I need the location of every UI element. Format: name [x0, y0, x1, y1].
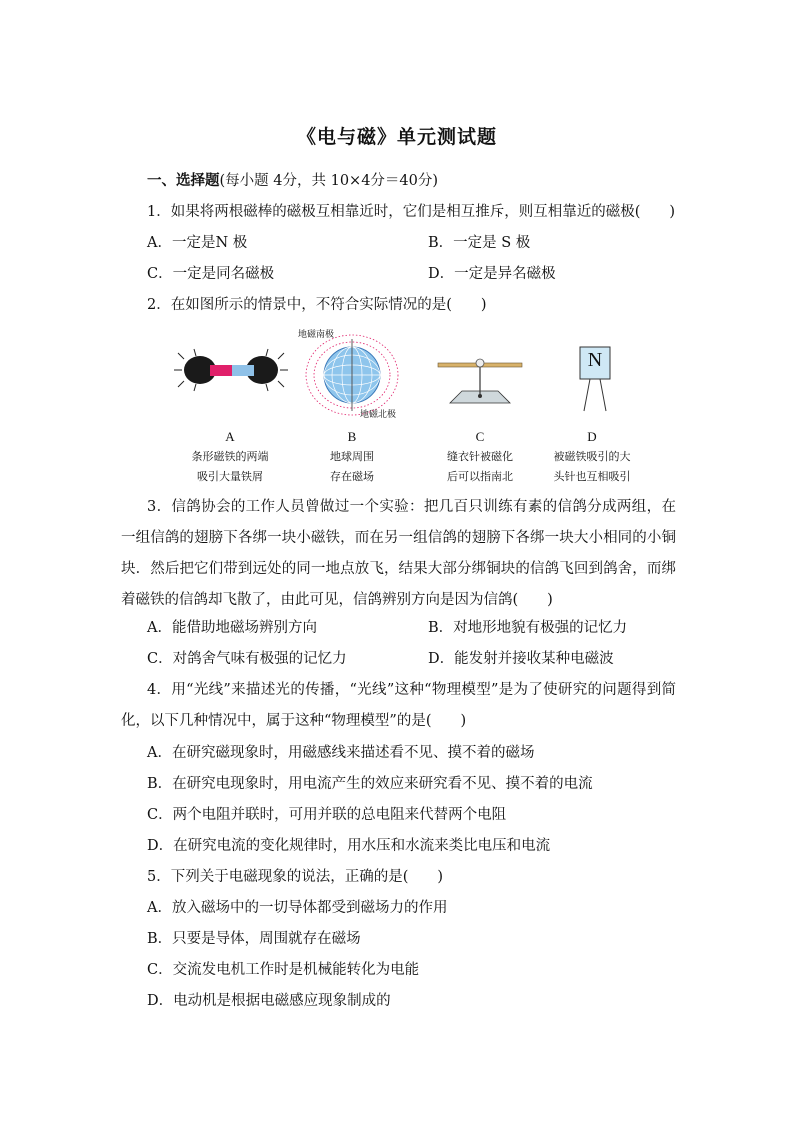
figure-a-caption-line1: 条形磁铁的两端: [191, 450, 269, 463]
question-4-option-b: B．在研究电现象时，用电流产生的效应来研究看不见、摸不着的电流: [147, 776, 593, 792]
section-title: 一、选择题: [147, 172, 220, 189]
question-5-option-b: B．只要是导体，周围就存在磁场: [147, 931, 361, 947]
magnet-n-pole-label: N: [587, 349, 603, 371]
question-4-option-a: A．在研究磁现象时，用磁感线来描述看不见、摸不着的磁场: [147, 745, 535, 761]
question-4-body: 4．用“光线”来描述光的传播，“光线”这种“物理模型”是为了使研究的问题得到简化，以下几种情况中，属于这种“物理模型”的是( ): [121, 682, 676, 729]
page-title: 《电与磁》单元测试题: [296, 126, 497, 148]
figure-c: [420, 325, 540, 485]
question-5-option-d: D．电动机是根据电磁感应现象制成的: [147, 993, 391, 1009]
figure-b-caption: [292, 447, 412, 487]
figure-d-letter: D: [587, 429, 597, 444]
figure-b: [292, 325, 412, 485]
question-2-stem: 2．在如图所示的情景中，不符合实际情况的是( ): [147, 297, 487, 313]
question-4-text: [121, 675, 676, 737]
question-2-figure: [170, 325, 650, 485]
figure-c-letter: C: [475, 429, 485, 444]
figure-b-caption-line2: 存在磁场: [330, 470, 374, 483]
figure-c-caption: [420, 447, 540, 487]
figure-a: [170, 325, 290, 485]
figure-c-caption-line2: 后可以指南北: [447, 470, 513, 483]
geomagnetic-north-label: 地磁北极: [360, 410, 397, 420]
question-4-option-c: C．两个电阻并联时，可用并联的总电阻来代替两个电阻: [147, 807, 507, 823]
figure-a-caption: [170, 447, 290, 487]
section-heading: [147, 171, 438, 191]
question-3-body: 3．信鸽协会的工作人员曾做过一个实验：把几百只训练有素的信鸽分成两组，在一组信鸽的翅膀下各绑一块小磁铁，而在另一组信鸽的翅膀下各绑一块大小相同的小铜块．然后把它们带到远处的同一地点放飞，结果大部分绑铜块的信鸽飞回到鸽舍，而绑着磁铁的信鸽却飞散了，由此可见，信鸽辨别方向是因为信鸽( ): [121, 499, 676, 608]
figure-d: [532, 325, 652, 485]
figure-a-letter: A: [225, 429, 235, 444]
figure-b-letter: B: [347, 429, 357, 444]
question-1-option-d: D．一定是异名磁极: [428, 266, 556, 282]
question-3-text: [121, 492, 676, 616]
question-1-stem: 1．如果将两根磁棒的磁极互相靠近时，它们是相互推斥，则互相靠近的磁极( ): [147, 204, 676, 220]
figure-b-caption-line1: 地球周围: [330, 450, 374, 463]
figure-d-caption: [532, 447, 652, 487]
figure-d-caption-line2: 头针也互相吸引: [553, 470, 631, 483]
question-4-option-d: D．在研究电流的变化规律时，用水压和水流来类比电压和电流: [147, 838, 551, 854]
magnet-pins-illustration: [532, 325, 652, 425]
magnetized-needle-illustration: [420, 325, 540, 425]
figure-a-caption-line2: 吸引大量铁屑: [197, 470, 263, 483]
geomagnetic-south-label: 地磁南极: [298, 330, 335, 340]
section-note: (每小题 4分，共 10×4分＝40分): [219, 173, 439, 189]
question-3-option-d: D．能发射并接收某种电磁波: [428, 651, 614, 667]
question-5-option-a: A．放入磁场中的一切导体都受到磁场力的作用: [147, 900, 448, 916]
question-3-option-a: A．能借助地磁场辨别方向: [147, 620, 317, 636]
figure-d-caption-line1: 被磁铁吸引的大: [553, 450, 631, 463]
question-1-option-a: A．一定是N 极: [147, 235, 248, 251]
question-3-option-b: B．对地形地貌有极强的记忆力: [428, 620, 628, 636]
figure-c-caption-line1: 缝衣针被磁化: [447, 450, 513, 463]
question-1-option-c: C．一定是同名磁极: [147, 266, 275, 282]
question-1-option-b: B．一定是 S 极: [428, 235, 531, 251]
question-5-stem: 5．下列关于电磁现象的说法，正确的是( ): [147, 869, 444, 885]
bar-magnet-filings-illustration: [170, 325, 290, 425]
question-5-option-c: C．交流发电机工作时是机械能转化为电能: [147, 962, 420, 978]
question-3-option-c: C．对鸽舍气味有极强的记忆力: [147, 651, 347, 667]
